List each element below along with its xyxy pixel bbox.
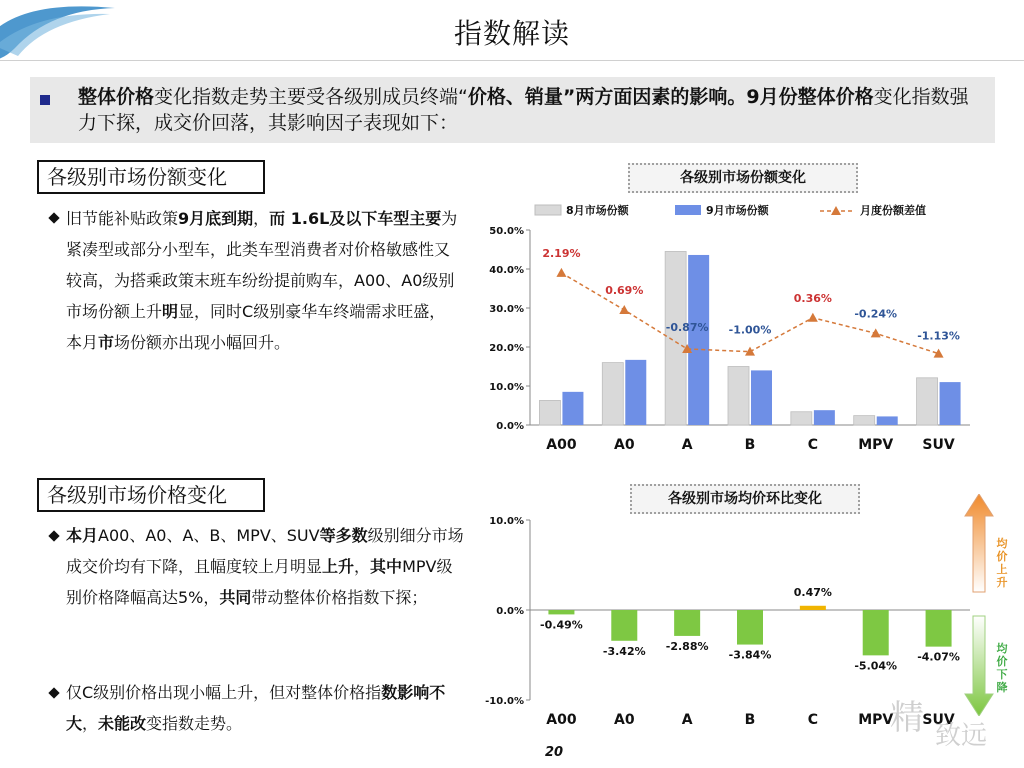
y-tick-label: 50.0% xyxy=(489,226,524,237)
p1-i: 场份额亦出现小幅回升。 xyxy=(114,333,291,352)
summary-bold-4: ”两方面因素的影响。9月份整体价格 xyxy=(562,86,874,108)
y-tick-label: 10.0% xyxy=(489,382,524,393)
diff-label: 0.69% xyxy=(605,283,644,297)
legend-label-sep: 9月市场份额 xyxy=(706,204,769,217)
price-value-label: -3.42% xyxy=(602,644,646,658)
x-tick-label: C xyxy=(807,437,818,453)
price-bar-B xyxy=(737,610,763,645)
price-bar-MPV xyxy=(863,610,889,655)
chart-title-market-share: 各级别市场份额变化 xyxy=(628,163,858,193)
summary-bullet-icon xyxy=(40,95,50,105)
p2-e: 上升 xyxy=(322,557,355,576)
legend-swatch-sep xyxy=(675,205,701,215)
price-up-label: 均价上升 xyxy=(996,537,1008,589)
legend-marker-diff xyxy=(831,206,841,215)
price-value-label: -3.84% xyxy=(728,648,772,662)
y-tick-label: 30.0% xyxy=(489,304,524,315)
bar-aug-A xyxy=(665,251,686,425)
p1-a: 旧节能补贴政策 xyxy=(66,209,179,228)
p3-a: 仅C级别价格出现小幅上升，但对整体价格指 xyxy=(66,683,382,702)
x-tick-label: A0 xyxy=(613,437,635,453)
price-value-label: -4.07% xyxy=(917,650,960,664)
bar-sep-SUV xyxy=(940,382,961,425)
watermark-logo: 精 xyxy=(890,698,924,738)
bar-sep-A00 xyxy=(562,392,583,425)
x-tick-label: B xyxy=(744,712,756,728)
x-tick-label: MPV xyxy=(858,712,894,728)
y-tick-label: 0.0% xyxy=(496,606,524,617)
price-value-label: -2.88% xyxy=(665,639,709,653)
p2-j: 共同 xyxy=(219,588,252,607)
y-tick-label: 0.0% xyxy=(496,421,524,432)
price-bar-A0 xyxy=(611,610,637,641)
p1-d: 而 1.6L及以下车型主要 xyxy=(269,209,442,228)
bar-aug-C xyxy=(791,412,812,425)
title-divider xyxy=(0,60,1024,61)
watermark-logo-2: 致远 xyxy=(935,721,988,751)
page-title: 指数解读 xyxy=(453,17,570,50)
bullet-diamond-icon xyxy=(48,530,59,541)
x-tick-label: A00 xyxy=(546,437,577,453)
x-tick-label: A xyxy=(681,437,693,453)
summary-span-5: 变化指数强力下探，成交价回落，其影响因子表现如下： xyxy=(78,86,969,134)
price-change-paragraph-1 xyxy=(66,520,466,613)
p1-b: 9月底到期 xyxy=(178,209,254,228)
p3-e: 变指数走势。 xyxy=(146,714,243,733)
y-tick-label: -10.0% xyxy=(485,696,524,707)
diff-point xyxy=(619,305,629,314)
p2-f: ， xyxy=(354,557,371,576)
y-tick-label: 20.0% xyxy=(489,343,524,354)
p1-g: 显，同时C级别豪华车终端需求旺盛，本月 xyxy=(66,302,446,352)
price-bar-SUV xyxy=(926,610,952,647)
p1-f: 明 xyxy=(162,302,179,321)
diff-label: -1.00% xyxy=(728,323,772,337)
x-tick-label: C xyxy=(807,712,818,728)
chart-title-price-change: 各级别市场均价环比变化 xyxy=(630,484,860,514)
bullet-diamond-icon xyxy=(48,212,59,223)
market-share-chart xyxy=(480,195,980,460)
bar-aug-A00 xyxy=(539,400,560,425)
bullet-diamond-icon xyxy=(48,687,59,698)
p1-h: 市 xyxy=(98,333,115,352)
diff-point xyxy=(556,268,566,277)
legend-label-diff: 月度份额差值 xyxy=(860,204,926,217)
price-value-label: 0.47% xyxy=(793,585,832,599)
price-bar-A00 xyxy=(548,610,574,614)
diff-label: -0.24% xyxy=(854,307,898,321)
bar-sep-A0 xyxy=(625,360,646,425)
diff-point xyxy=(808,313,818,322)
p3-d: 未能改 xyxy=(98,714,147,733)
diff-point xyxy=(871,328,881,337)
p2-a: 本月 xyxy=(66,526,99,545)
x-tick-label: A00 xyxy=(546,712,577,728)
p2-b: A00、A0、A、B、MPV、SUV xyxy=(98,526,320,545)
p1-c: ， xyxy=(253,209,270,228)
x-tick-label: A xyxy=(681,712,693,728)
p1-e: 为紧凑型或部分小型车，此类车型消费者对价格敏感性又较高，为搭乘政策末班车纷纷提前购车，A00、A0级别市场份额上升 xyxy=(66,209,458,321)
page-number: 20 xyxy=(545,745,564,760)
bar-aug-A0 xyxy=(602,363,623,425)
price-bar-A xyxy=(674,610,700,636)
y-tick-label: 40.0% xyxy=(489,265,524,276)
p2-c: 等多数 xyxy=(319,526,368,545)
bar-aug-SUV xyxy=(917,378,938,425)
bar-aug-MPV xyxy=(854,416,875,425)
summary-span-2: 变化指数走势主要受各级别成员终端“ xyxy=(154,86,468,108)
bar-sep-C xyxy=(814,410,835,425)
p3-c: ， xyxy=(82,714,99,733)
bar-sep-B xyxy=(751,370,772,425)
diff-label: -1.13% xyxy=(917,329,960,343)
summary-text xyxy=(78,84,978,136)
p2-g: 其中 xyxy=(370,557,403,576)
bar-sep-MPV xyxy=(877,416,898,425)
diff-label: 2.19% xyxy=(542,246,581,260)
price-bar-C xyxy=(800,606,826,610)
y-tick-label: 10.0% xyxy=(489,516,524,527)
p2-d: 级别细分市场成交价均有下降，且幅度较上月明显 xyxy=(66,526,464,576)
p2-k: 带动整体价格指数下探； xyxy=(251,588,428,607)
section-title-price-change: 各级别市场价格变化 xyxy=(37,478,265,512)
price-value-label: -0.49% xyxy=(540,618,583,632)
diff-label: -0.87% xyxy=(665,320,709,334)
bar-aug-B xyxy=(728,367,749,426)
x-tick-label: SUV xyxy=(922,712,955,728)
bar-sep-A xyxy=(688,255,709,425)
price-down-label: 均价下降 xyxy=(996,642,1008,694)
up-down-arrows-icon xyxy=(964,494,994,716)
market-share-paragraph xyxy=(66,203,460,358)
x-tick-label: MPV xyxy=(858,437,894,453)
price-change-paragraph-2 xyxy=(66,677,466,739)
summary-bold-3: 价格、销量 xyxy=(467,86,563,108)
summary-bold-1: 整体价格 xyxy=(78,86,155,108)
legend-swatch-aug xyxy=(535,205,561,215)
section-title-market-share: 各级别市场份额变化 xyxy=(37,160,265,194)
diff-label: 0.36% xyxy=(793,291,832,305)
p2-h: MPV级别价格降幅高达5% xyxy=(66,557,453,607)
x-tick-label: B xyxy=(744,437,756,453)
p3-b: 数影响不大 xyxy=(66,683,446,733)
x-tick-label: SUV xyxy=(922,437,955,453)
price-value-label: -5.04% xyxy=(854,659,898,673)
legend-label-aug: 8月市场份额 xyxy=(566,204,629,217)
x-tick-label: A0 xyxy=(613,712,635,728)
p2-i: ， xyxy=(203,588,220,607)
